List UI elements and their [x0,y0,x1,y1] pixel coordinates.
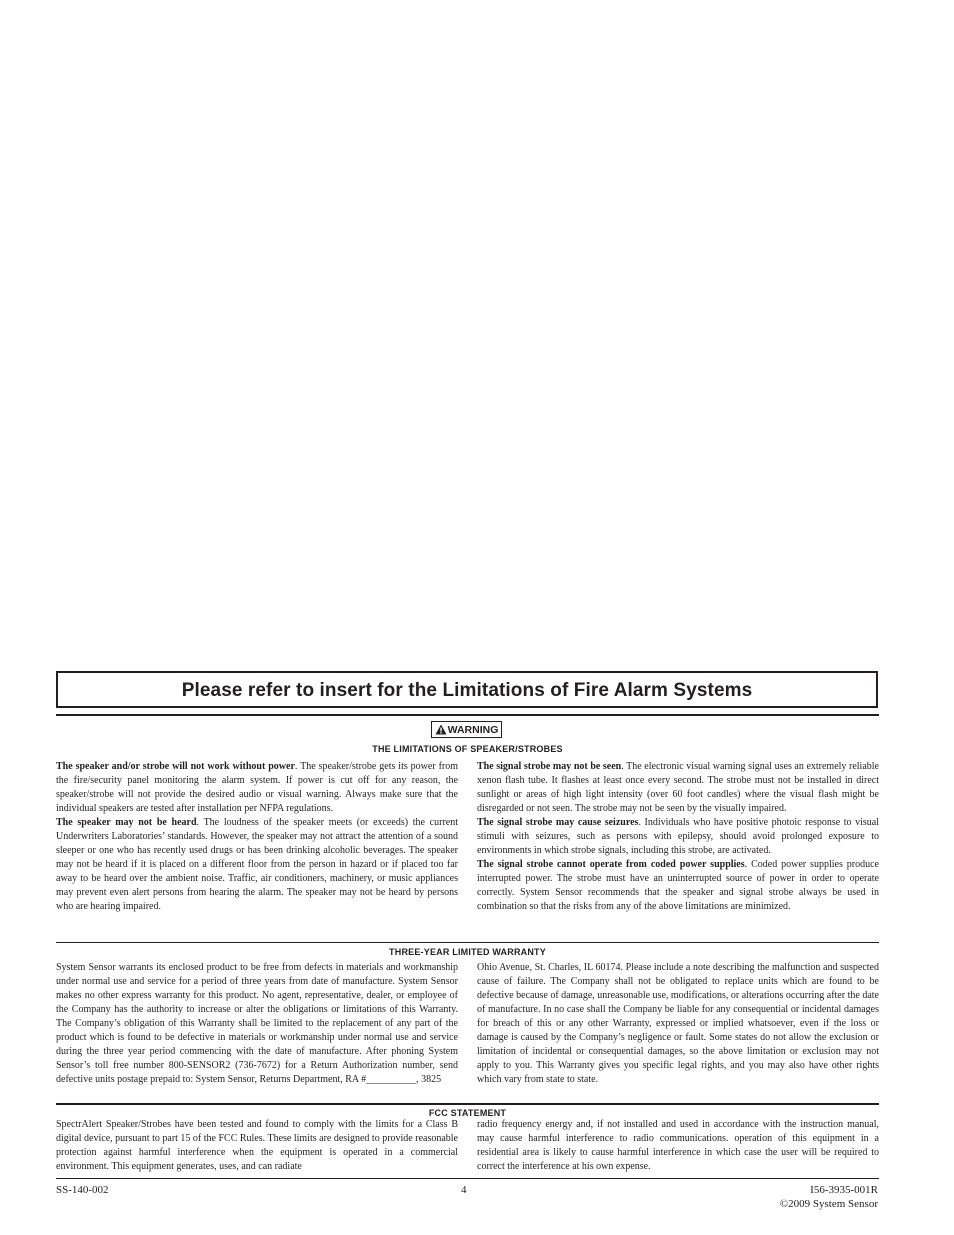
fcc-heading: FCC STATEMENT [428,1108,507,1118]
paragraph-lead: The speaker may not be heard [56,817,197,828]
paragraph-lead: The signal strobe may not be seen [477,761,622,772]
paragraph-body: . Coded power supplies produce interrupted power. The strobe must have an uninterrupted source of power in order to operate correctly. System Sensor recommends that the speaker and signal strobe always be used in combination so that the risks from any of the above limitations are minimized. [477,859,879,912]
paragraph [477,858,879,914]
warranty-right-column [477,961,879,1087]
warranty-left-column [56,961,458,1087]
page-number: 4 [461,1184,467,1196]
limitations-heading: THE LIMITATIONS OF SPEAKER/STROBES [372,744,563,754]
warning-triangle-icon [435,724,447,735]
paragraph: Ohio Avenue, St. Charles, IL 60174. Please include a note describing the malfunction and suspected cause of failure. The Company shall not be obligated to replace units which are found to be defective because of damage, unreasonable use, modifications, or alterations occurring after the date of manufacture. In no case shall the Company be liable for any consequential or incidental damages for breach of this or any other Warranty, expressed or implied whatsoever, even if the loss or damage is caused by the Company’s negligence or fault. Some states do not allow the exclusion or limitation of incidental or consequential damages, so the above limitation or exclusion may not apply to you. This Warranty gives you specific legal rights, and you may also have other rights which vary from state to state. [477,962,879,1085]
paragraph: SpectrAlert Speaker/Strobes have been tested and found to comply with the limits for a Class B digital device, pursuant to part 15 of the FCC Rules. These limits are designed to provide reasonable protection against harmful interference when the equipment is operated in a commercial environment. This equipment generates, uses, and can radiate [56,1119,458,1172]
footer-divider [56,1178,879,1179]
fcc-left-column [56,1118,458,1174]
paragraph-lead: The signal strobe may cause seizures [477,817,639,828]
paragraph-body: . The electronic visual warning signal uses an extremely reliable xenon flash tube. It flashes at least once every second. The strobe must not be installed in direct sunlight or areas of high light intensity (over 60 foot candles) where the visual flash might be disregarded or not seen. The strobe may not be seen by the visually impaired. [477,761,879,814]
paragraph-lead: The speaker and/or strobe will not work without power [56,761,295,772]
section-divider [56,942,879,943]
warranty-heading: THREE-YEAR LIMITED WARRANTY [389,947,546,957]
warning-label-text: WARNING [447,723,499,736]
paragraph-body: . Individuals who have positive photoic response to visual stimuli with seizures, such as persons with epilepsy, should avoid prolonged exposure to environments in which strobe signals, including this strobe, are activated. [477,817,880,856]
limitations-banner [56,671,878,708]
paragraph [56,816,458,914]
limitations-right-column [477,760,879,914]
part-number: I56-3935-001R [810,1184,878,1196]
section-divider [56,1103,879,1105]
doc-code: SS-140-002 [56,1184,109,1196]
paragraph-body: . The speaker/strobe gets its power from the fire/security panel monitoring the alarm system. If power is cut off for any reason, the speaker/strobe will not provide the desired audio or visual warning. Always make sure that the individual speakers are tested after installation per NFPA regulations. [56,761,459,814]
paragraph [477,760,879,816]
paragraph: System Sensor warrants its enclosed product to be free from defects in materials and workmanship under normal use and service for a period of three years from date of manufacture. System Sensor makes no other express warranty for this product. No agent, representative, dealer, or employee of the Company has the authority to increase or alter the obligations or limitations of this Warranty. The Company’s obligation of this Warranty shall be limited to the replacement of any part of the product which is found to be defective in materials or workmanship under normal use and service during the three year period commencing with the date of manufacture. After phoning System Sensor’s toll free number 800-SENSOR2 (736-7672) for a Return Authorization number, send defective units postage prepaid to: System Sensor, Returns Department, RA #__________, 3825 [56,962,458,1085]
limitations-left-column [56,760,458,914]
paragraph [56,760,458,816]
banner-text: Please refer to insert for the Limitations of Fire Alarm Systems [181,680,753,701]
fcc-right-column [477,1118,879,1174]
paragraph: radio frequency energy and, if not installed and used in accordance with the instruction manual, may cause harmful interference to radio communications. operation of this equipment in a residential area is likely to cause harmful interference in which case the user will be required to correct the interference at his own expense. [477,1119,879,1172]
paragraph-body: . The loudness of the speaker meets (or exceeds) the current Underwriters Laboratories’ standards. However, the speaker may not attract the attention of a sound sleeper or one who has recently used drugs or has been drinking alcoholic beverages. The speaker may not be heard if it is placed on a different floor from the person in hazard or if placed too far away to be heard over the ambient noise. Traffic, air conditioners, machinery, or music appliances may prevent even alert persons from hearing the alarm. The speaker may not be heard by persons who are hearing impaired. [56,817,458,912]
section-divider [56,714,879,716]
copyright: ©2009 System Sensor [779,1198,878,1210]
paragraph-lead: The signal strobe cannot operate from coded power supplies [477,859,745,870]
warning-label [431,721,502,738]
paragraph [477,816,879,858]
